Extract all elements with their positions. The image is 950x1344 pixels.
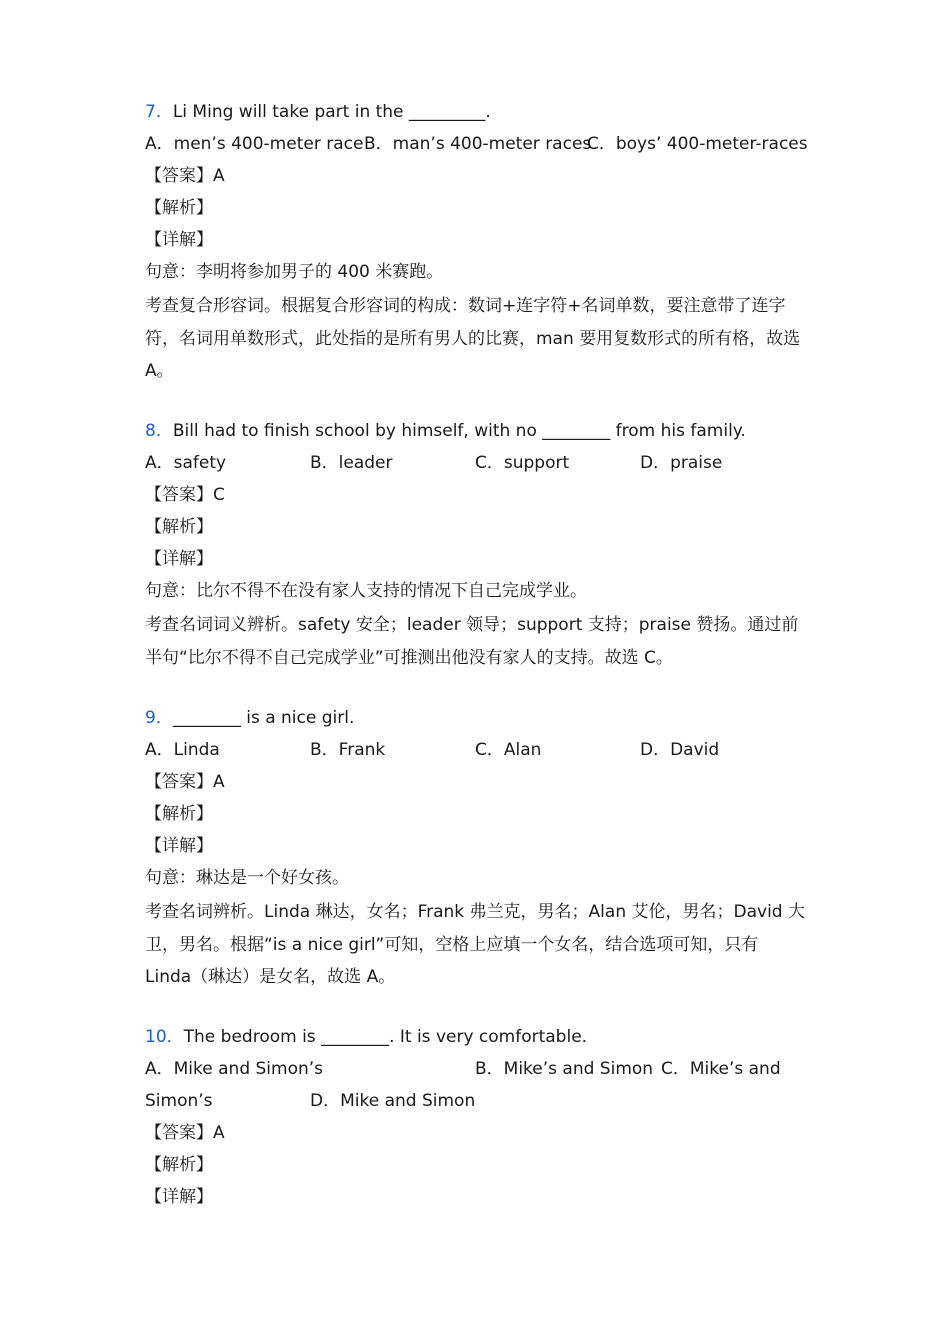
detail-label: 【详解】 bbox=[145, 1187, 213, 1207]
option-d: D．praise bbox=[640, 453, 723, 473]
option-c: C．Mike’s and bbox=[661, 1059, 781, 1079]
explanation: 考查复合形容词。根据复合形容词的构成：数词+连字符+名词单数，要注意带了连字符，名词用单数形式，此处指的是所有男人的比赛，man 要用复数形式的所有格，故选 A。 bbox=[145, 296, 801, 381]
question-number: 10． bbox=[145, 1027, 184, 1047]
question-text: ________ is a nice girl. bbox=[172, 708, 355, 728]
question-7-stem bbox=[145, 101, 491, 123]
question-number: 7． bbox=[145, 102, 173, 122]
question-10-options bbox=[145, 1058, 805, 1080]
option-b: B．leader bbox=[310, 453, 393, 473]
sentence-meaning: 句意：琳达是一个好女孩。 bbox=[145, 868, 349, 888]
option-a: A．Linda bbox=[145, 740, 220, 760]
analysis-label: 【解析】 bbox=[145, 517, 213, 537]
question-9-options bbox=[145, 739, 805, 761]
explanation: 考查名词词义辨析。safety 安全；leader 领导；support 支持；praise 赞扬。通过前半句“比尔不得不自己完成学业”可推测出他没有家人的支持。故选 C。 bbox=[145, 615, 799, 668]
sentence-meaning: 句意：李明将参加男子的 400 米赛跑。 bbox=[145, 262, 444, 282]
answer-line: 【答案】A bbox=[145, 166, 225, 186]
analysis-label: 【解析】 bbox=[145, 804, 213, 824]
question-text: The bedroom is ________. It is very comfortable. bbox=[183, 1027, 588, 1047]
option-a: A．Mike and Simon’s bbox=[145, 1059, 324, 1079]
option-c: C．support bbox=[475, 453, 570, 473]
question-9-stem bbox=[145, 707, 354, 729]
detail-label: 【详解】 bbox=[145, 836, 213, 856]
option-c-continued: Simon’s bbox=[145, 1091, 213, 1111]
option-a: A．men’s 400-meter race bbox=[145, 134, 364, 154]
question-text: Li Ming will take part in the _________. bbox=[172, 102, 491, 122]
answer-line: 【答案】C bbox=[145, 485, 225, 505]
option-d: D．David bbox=[640, 740, 720, 760]
question-number: 8． bbox=[145, 421, 173, 441]
option-b: B．Frank bbox=[310, 740, 386, 760]
question-8-stem bbox=[145, 420, 746, 442]
question-number: 9． bbox=[145, 708, 173, 728]
option-c: C．boys’ 400-meter-races bbox=[587, 134, 808, 154]
option-b: B．Mike’s and Simon bbox=[475, 1059, 654, 1079]
question-8-options bbox=[145, 452, 805, 474]
question-text: Bill had to finish school by himself, with no ________ from his family. bbox=[172, 421, 746, 441]
analysis-label: 【解析】 bbox=[145, 1155, 213, 1175]
answer-line: 【答案】A bbox=[145, 1123, 225, 1143]
option-d: D．Mike and Simon bbox=[310, 1091, 476, 1111]
question-10-stem bbox=[145, 1026, 587, 1048]
detail-label: 【详解】 bbox=[145, 549, 213, 569]
analysis-label: 【解析】 bbox=[145, 198, 213, 218]
option-b: B．man’s 400-meter races bbox=[364, 134, 592, 154]
option-c: C．Alan bbox=[475, 740, 542, 760]
question-7-options bbox=[145, 133, 808, 155]
sentence-meaning: 句意：比尔不得不在没有家人支持的情况下自己完成学业。 bbox=[145, 581, 587, 601]
answer-line: 【答案】A bbox=[145, 772, 225, 792]
detail-label: 【详解】 bbox=[145, 230, 213, 250]
explanation: 考查名词辨析。Linda 琳达，女名；Frank 弗兰克，男名；Alan 艾伦，男名；David 大卫，男名。根据“is a nice girl”可知，空格上应填一个女名，结合选项可知，只有 Linda（琳达）是女名，故选 A。 bbox=[145, 902, 805, 987]
question-10-options-continued bbox=[145, 1090, 805, 1112]
option-a: A．safety bbox=[145, 453, 227, 473]
